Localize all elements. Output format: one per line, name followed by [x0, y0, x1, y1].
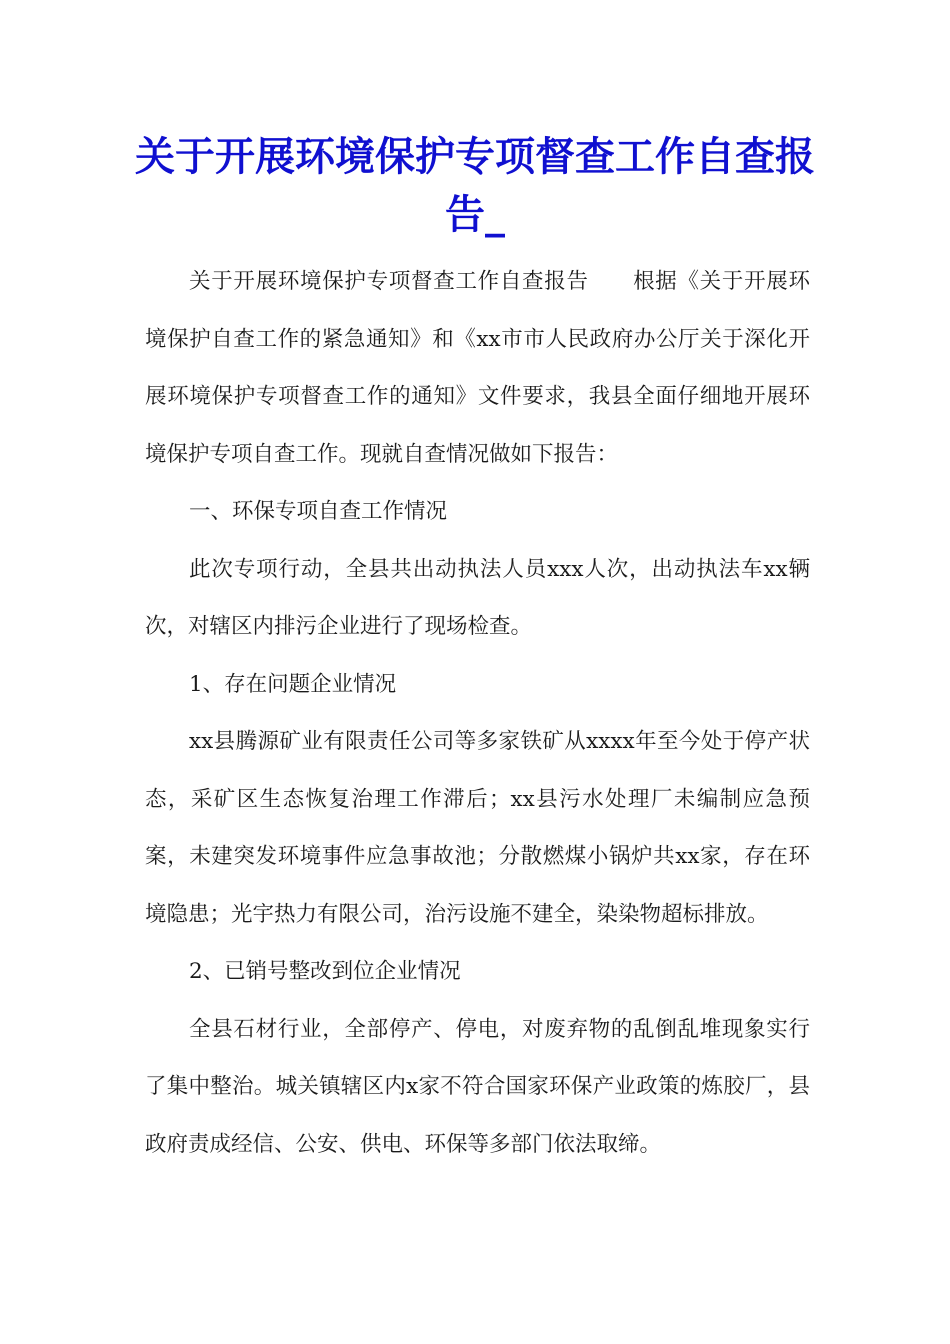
document-body	[145, 253, 810, 1173]
paragraph-rectified: 全县石材行业，全部停产、停电，对废弃物的乱倒乱堆现象实行了集中整治。城关镇辖区内x家不符合国家环保产业政策的炼胶厂，县政府责成经信、公安、供电、环保等多部门依法取缔。	[145, 1016, 810, 1157]
subsection-heading-1: 1、存在问题企业情况	[189, 671, 397, 697]
paragraph-intro: 关于开展环境保护专项督查工作自查报告 根据《关于开展环境保护自查工作的紧急通知》和《xx市市人民政府办公厅关于深化开展环境保护专项督查工作的通知》文件要求，我县全面仔细地开展环境保护专项自查工作。现就自查情况做如下报告：	[145, 269, 810, 467]
subsection-heading-2: 2、已销号整改到位企业情况	[189, 959, 461, 984]
section-heading-1: 一、环保专项自查工作情况	[189, 499, 448, 524]
paragraph-inspection: 此次专项行动，全县共出动执法人员xxx人次，出动执法车xx辆次，对辖区内排污企业进行了现场检查。	[145, 556, 810, 639]
paragraph-problems: xx县腾源矿业有限责任公司等多家铁矿从xxxx年至今处于停产状态，采矿区生态恢复治理工作滞后；xx县污水处理厂未编制应急预案，未建突发环境事件应急事故池；分散燃煤小锅炉共xx家，存在环境隐患；光宇热力有限公司，治污设施不建全，染染物超标排放。	[145, 729, 810, 927]
document-title: 关于开展环境保护专项督查工作自查报告_	[135, 133, 815, 238]
